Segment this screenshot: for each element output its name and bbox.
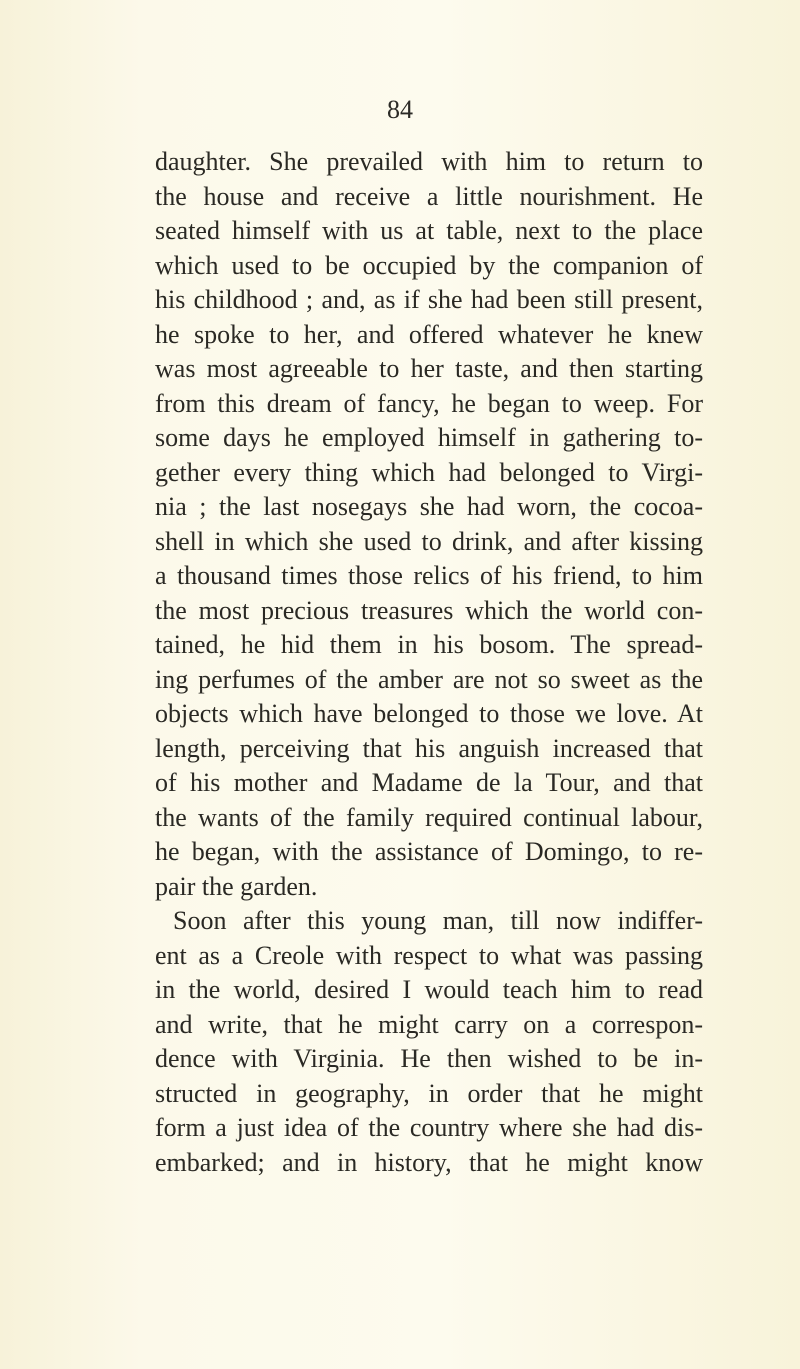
text-line: daughter. She prevailed with him to return to	[155, 147, 703, 176]
text-line: shell in which she used to drink, and after kissing	[155, 526, 703, 556]
text-line: ent as a Creole with respect to what was passing	[155, 940, 703, 970]
text-line: was most agreeable to her taste, and then starting	[155, 354, 703, 383]
text-line: nia ; the last nosegays she had worn, the cocoa-	[155, 492, 703, 521]
text-line: he spoke to her, and offered whatever he knew	[155, 319, 703, 349]
text-line: a thousand times those relics of his friend, to him	[155, 561, 703, 590]
text-line: of his mother and Madame de la Tour, and that	[155, 768, 703, 797]
text-line: he began, with the assistance of Domingo, to re-	[155, 837, 703, 866]
text-line: dence with Virginia. He then wished to be in-	[155, 1044, 703, 1073]
text-line: length, perceiving that his anguish increased that	[155, 733, 703, 763]
text-line: embarked; and in history, that he might know	[155, 1147, 703, 1177]
text-line: gether every thing which had belonged to Virgi-	[155, 457, 703, 487]
text-line: the most precious treasures which the world con-	[155, 595, 703, 625]
text-line: objects which have belonged to those we love. At	[155, 699, 703, 728]
text-line: form a just idea of the country where she had dis-	[155, 1113, 703, 1142]
text-line: from this dream of fancy, he began to weep. For	[155, 388, 703, 418]
text-line: seated himself with us at table, next to the place	[155, 216, 703, 245]
page-number: 84	[387, 95, 413, 124]
text-line: Soon after this young man, till now indiffer-	[173, 906, 703, 935]
text-line: his childhood ; and, as if she had been still present,	[155, 285, 703, 314]
text-line: in the world, desired I would teach him to read	[155, 975, 703, 1004]
text-line: the wants of the family required continual labour,	[155, 802, 703, 832]
text-line: structed in geography, in order that he might	[155, 1078, 703, 1108]
text-line: ing perfumes of the amber are not so sweet as the	[155, 664, 703, 694]
text-line: the house and receive a little nourishment. He	[155, 181, 703, 211]
text-line: which used to be occupied by the companion of	[155, 250, 703, 280]
text-line: and write, that he might carry on a correspon-	[155, 1009, 703, 1039]
body-text	[155, 145, 703, 1180]
text-line: some days he employed himself in gathering to-	[155, 423, 703, 452]
text-line: pair the garden.	[155, 871, 318, 901]
text-line: tained, he hid them in his bosom. The spread-	[155, 630, 703, 659]
